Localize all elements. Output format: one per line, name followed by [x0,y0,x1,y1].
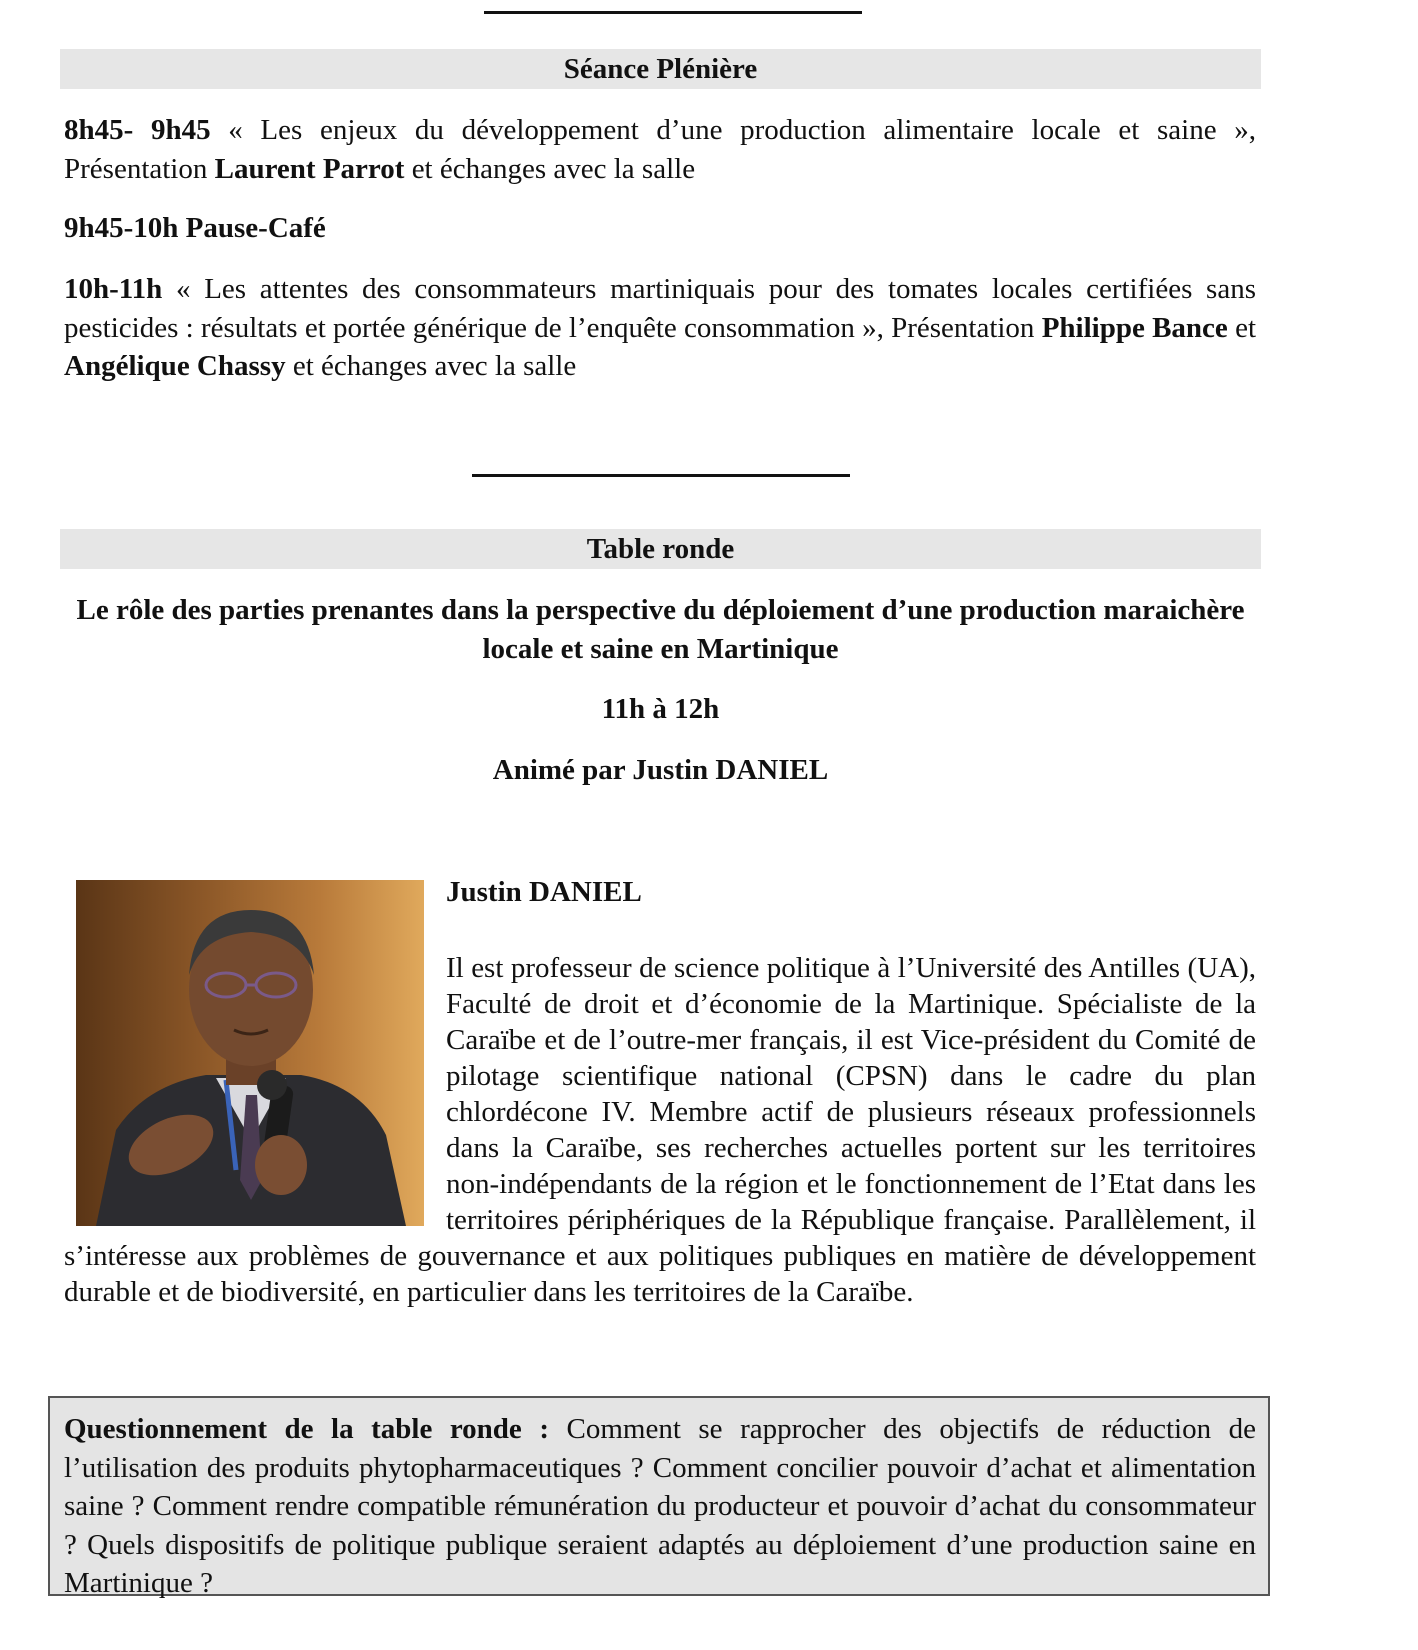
speaker-portrait-illustration [76,880,424,1226]
top-divider [484,11,862,14]
item2-text: « Les attentes des consommateurs martiniquais pour des tomates locales certifiées sans pesticides : résultats et portée générique de l’enquête consommation », Présentation [64,273,1256,344]
item2-speaker-2: Angélique Chassy [64,350,286,382]
item2-speaker-1: Philippe Bance [1041,311,1228,344]
item2-and: et [1227,311,1256,344]
item1-text: « Les enjeux du développement d’une production alimentaire locale et saine », Présentation [64,114,1256,185]
roundtable-moderator: Animé par Justin DANIEL [492,754,829,786]
item2-time: 10h-11h [64,273,163,305]
roundtable-title: Le rôle des parties prenantes dans la perspective du déploiement d’une production maraichère locale et saine en Martinique [76,594,1245,665]
middle-divider [472,474,850,477]
roundtable-heading: Table ronde [60,529,1261,569]
item2-tail: et échanges avec la salle [285,350,577,382]
item1-speaker: Laurent Parrot [214,152,405,185]
item1-time: 8h45- 9h45 [64,114,211,146]
questions-body: Comment se rapprocher des objectifs de réduction de l’utilisation des produits phytopharmaceutiques ? Comment concilier pouvoir d’achat et alimentation saine ? Comment rendre compatible rémunération du producteur et pouvoir d’achat du consommateur ? Quels dispositifs de politique publique seraient adaptés au déploiement d’une production saine en Martinique ? [64,1413,1257,1599]
questions-label: Questionnement de la table ronde : [64,1413,549,1445]
speaker-name: Justin DANIEL [446,876,642,908]
roundtable-time: 11h à 12h [601,693,720,725]
plenary-item-2 [64,270,1256,386]
plenary-heading: Séance Plénière [60,49,1261,89]
questions-text [64,1410,1256,1603]
questions-box [48,1396,1270,1599]
plenary-item-1 [64,111,1256,188]
speaker-bio [64,874,1256,1310]
item1-tail: et échanges avec la salle [404,152,696,185]
speaker-bio-text: Il est professeur de science politique à l’Université des Antilles (UA), Faculté de droit et d’économie de la Martinique. Spécialiste de la Caraïbe et de l’outre-mer français, il est Vice-président du Comité de pilotage scientifique national (CPSN) dans le cadre du plan chlordécone IV. Membre actif de plusieurs réseaux professionnels dans la Caraïbe, ses recherches actuelles portent sur les territoires non-indépendants de la région et le fonctionnement de l’Etat dans les territoires périphériques de la République française. Parallèlement, il s’intéresse aux problèmes de gouvernance et aux politiques publiques en matière de développement durable et de biodiversité, en particulier dans les territoires de la Caraïbe. [64,952,1256,1308]
coffee-break: 9h45-10h Pause-Café [64,212,326,244]
speaker-photo [76,880,424,1226]
